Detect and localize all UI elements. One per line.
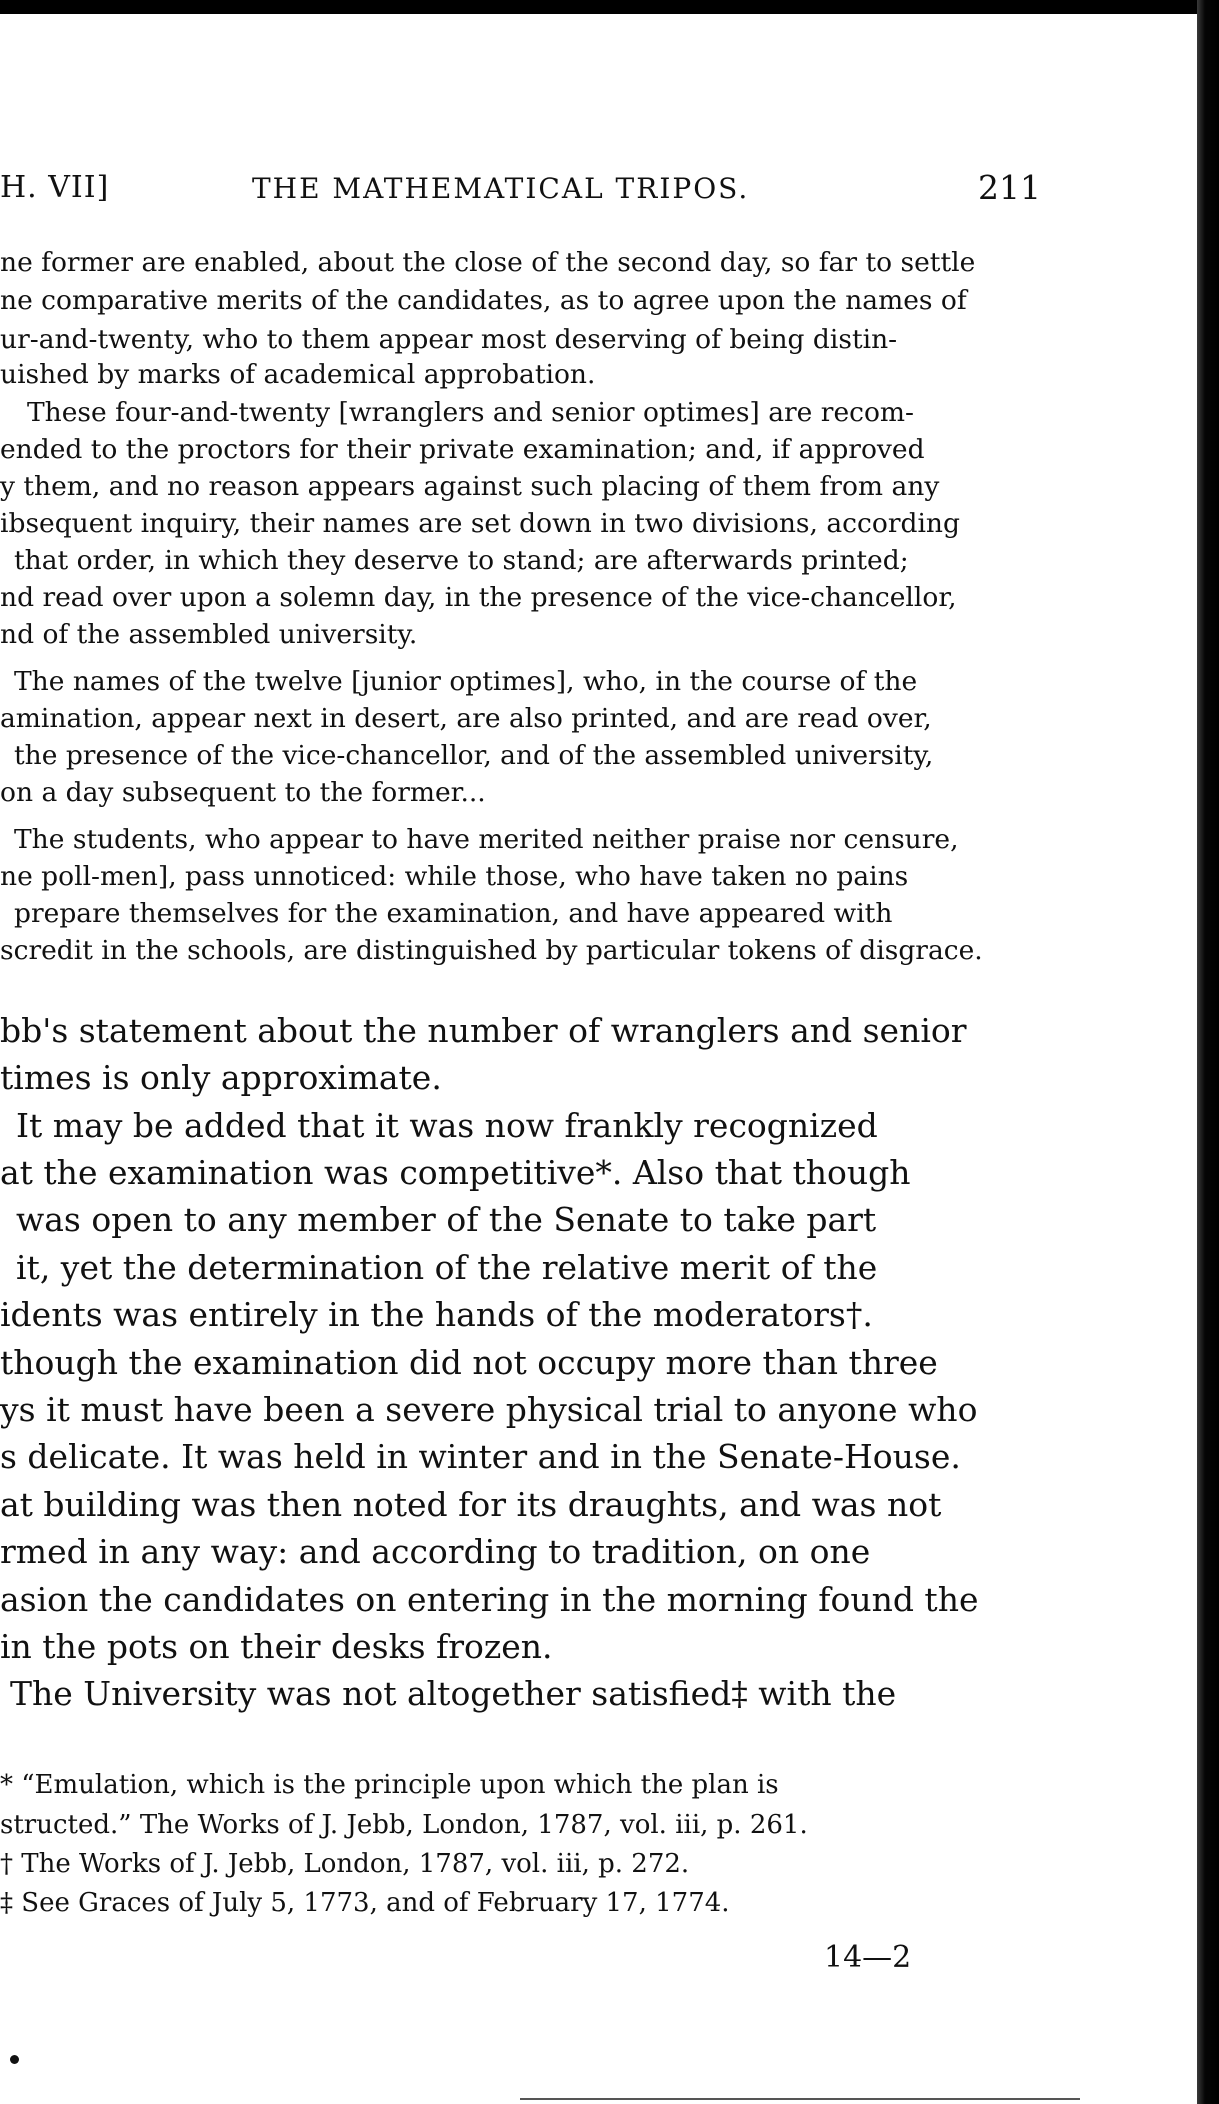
chapter-label: H. VII]	[0, 170, 110, 205]
quote-line: ne former are enabled, about the close of the second day, so far to settle	[0, 247, 976, 278]
body-line: in the pots on their desks frozen.	[0, 1627, 553, 1666]
quote-line: These four-and-twenty [wranglers and senior optimes] are recom-	[27, 397, 914, 428]
body-line: at building was then noted for its draughts, and was not	[0, 1485, 942, 1524]
quote-line: amination, appear next in desert, are also printed, and are read over,	[0, 703, 932, 734]
body-line: idents was entirely in the hands of the moderators†.	[0, 1295, 873, 1334]
quote-line: ne poll-men], pass unnoticed: while those, who have taken no pains	[0, 861, 909, 892]
quote-line: The students, who appear to have merited neither praise nor censure,	[14, 824, 959, 855]
body-line: s delicate. It was held in winter and in the Senate-House.	[0, 1437, 961, 1476]
quote-line: nd of the assembled university.	[0, 619, 418, 650]
body-line: though the examination did not occupy more than three	[0, 1343, 938, 1382]
quote-line: scredit in the schools, are distinguished by particular tokens of disgrace.	[0, 935, 983, 966]
body-line: times is only approximate.	[0, 1058, 442, 1097]
body-line: ys it must have been a severe physical trial to anyone who	[0, 1390, 978, 1429]
quote-line: prepare themselves for the examination, and have appeared with	[14, 898, 893, 929]
footnote-line: ‡ See Graces of July 5, 1773, and of February 17, 1774.	[0, 1888, 730, 1918]
body-line: It may be added that it was now frankly recognized	[16, 1106, 878, 1145]
footnote-line: structed.” The Works of J. Jebb, London, 1787, vol. iii, p. 261.	[0, 1810, 808, 1840]
body-line: asion the candidates on entering in the morning found the	[0, 1580, 979, 1619]
quote-line: on a day subsequent to the former...	[0, 777, 486, 808]
quote-line: ended to the proctors for their private examination; and, if approved	[0, 434, 925, 465]
signature-mark: 14—2	[824, 1940, 912, 1975]
body-line: rmed in any way: and according to tradition, on one	[0, 1532, 871, 1571]
running-title: THE MATHEMATICAL TRIPOS.	[252, 172, 750, 205]
body-line: was open to any member of the Senate to take part	[16, 1200, 877, 1239]
quote-line: nd read over upon a solemn day, in the presence of the vice-chancellor,	[0, 582, 957, 613]
body-line: bb's statement about the number of wranglers and senior	[0, 1011, 967, 1050]
quote-line: The names of the twelve [junior optimes], who, in the course of the	[14, 666, 918, 697]
scan-right-border	[1197, 0, 1219, 2104]
quote-line: y them, and no reason appears against such placing of them from any	[0, 471, 940, 502]
body-line: The University was not altogether satisfied‡ with the	[10, 1674, 897, 1713]
quote-line: uished by marks of academical approbation.	[0, 359, 596, 390]
body-line: at the examination was competitive*. Also that though	[0, 1153, 911, 1192]
quote-line: ibsequent inquiry, their names are set down in two divisions, according	[0, 508, 960, 539]
body-line: it, yet the determination of the relative merit of the	[16, 1248, 878, 1287]
quote-line: the presence of the vice-chancellor, and of the assembled university,	[14, 740, 934, 771]
scan-top-border	[0, 0, 1219, 14]
quote-line: ne comparative merits of the candidates, as to agree upon the names of	[0, 285, 967, 316]
bottom-rule	[520, 2098, 1080, 2100]
ink-speck	[10, 2055, 19, 2064]
page-number: 211	[978, 168, 1041, 207]
footnote-line: * “Emulation, which is the principle upon which the plan is	[0, 1770, 779, 1800]
quote-line: that order, in which they deserve to stand; are afterwards printed;	[14, 545, 909, 576]
footnote-line: † The Works of J. Jebb, London, 1787, vol. iii, p. 272.	[0, 1849, 690, 1879]
quote-line: ur-and-twenty, who to them appear most deserving of being distin-	[0, 324, 898, 355]
